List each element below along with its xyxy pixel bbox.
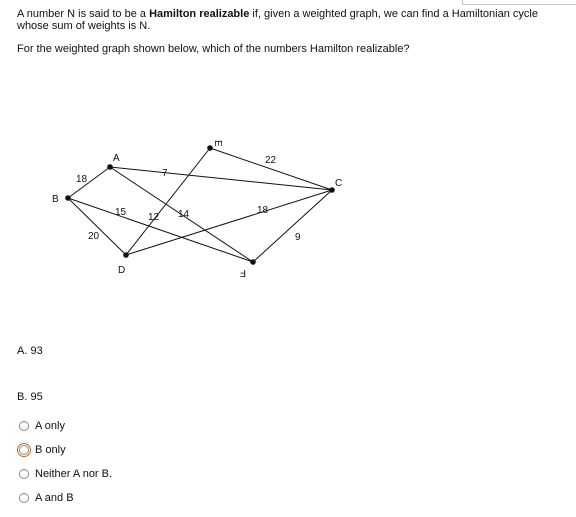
vertex-label-a: A	[113, 153, 120, 164]
weight-a-f: 15	[115, 207, 127, 218]
choice-label: A only	[35, 420, 65, 432]
vertex-labels	[52, 140, 342, 278]
choice-a-only[interactable]	[19, 414, 112, 438]
answer-choices	[19, 414, 112, 510]
vertex-c	[329, 187, 335, 193]
edge-f-c	[253, 190, 332, 262]
definition-rest: if, given a weighted graph, we can find a Hamiltonian cycle whose sum of weights is N.	[17, 8, 538, 32]
vertex-a	[107, 164, 113, 170]
vertex-label-c: C	[335, 178, 343, 189]
vertex-label-d: D	[118, 265, 126, 276]
weight-b-a: 18	[76, 174, 88, 185]
vertex-e	[207, 145, 213, 151]
radio-button[interactable]	[19, 421, 29, 431]
definition-term: Hamilton realizable	[149, 8, 250, 20]
choice-label: B only	[35, 444, 66, 456]
vertex-b	[65, 195, 71, 201]
choice-label: Neither A nor B.	[35, 468, 113, 480]
weight-d-c: 18	[257, 205, 269, 216]
vertex-label-f: F	[239, 267, 246, 278]
definition-intro: A number N is said to be a	[17, 8, 150, 20]
choice-neither[interactable]	[19, 462, 112, 486]
weight-f-c: 9	[295, 232, 301, 243]
vertex-d	[123, 252, 129, 258]
weight-e-d: 12	[148, 212, 160, 223]
choice-b-only[interactable]	[19, 438, 112, 462]
question-prompt: For the weighted graph shown below, which of the numbers Hamilton realizable?	[17, 43, 410, 55]
weight-b-f: 14	[178, 209, 190, 220]
radio-button[interactable]	[19, 469, 29, 479]
radio-button[interactable]	[19, 493, 29, 503]
vertex-f	[250, 259, 256, 265]
vertex-label-e: E	[212, 140, 223, 147]
number-b: B. 95	[17, 391, 43, 403]
choice-label: A and B	[35, 492, 74, 504]
number-a: A. 93	[17, 345, 43, 357]
graph-vertices	[65, 145, 335, 265]
radio-button[interactable]	[19, 445, 29, 455]
graph-edges	[68, 148, 332, 262]
weight-e-c: 22	[265, 155, 277, 166]
edge-e-d	[126, 148, 210, 255]
weight-b-d: 20	[88, 231, 100, 242]
choice-a-and-b[interactable]	[19, 486, 112, 510]
vertex-label-b: B	[52, 194, 59, 205]
edge-b-a	[68, 167, 110, 198]
weight-a-c: 7	[162, 168, 168, 179]
edge-b-f	[68, 198, 253, 262]
